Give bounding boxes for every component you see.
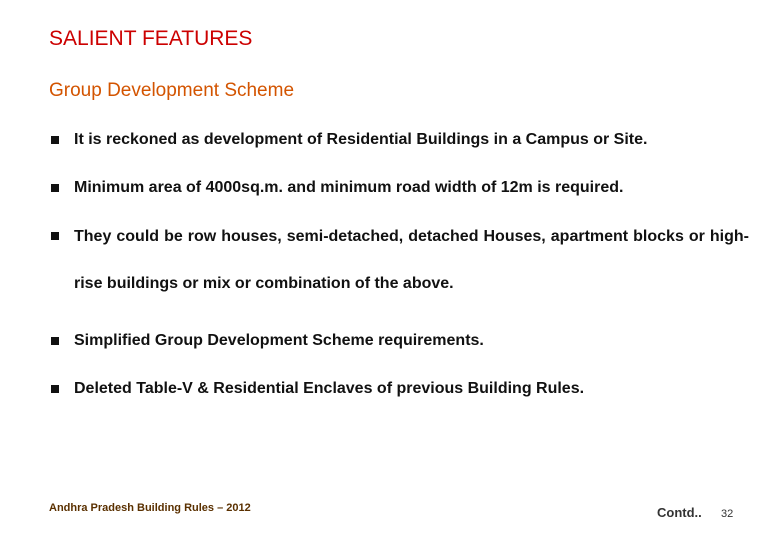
bullet-item <box>49 126 749 154</box>
slide-title: SALIENT FEATURES <box>49 27 253 50</box>
bullet-text: Simplified Group Development Scheme requirements. <box>74 332 484 349</box>
square-bullet-icon <box>51 337 59 345</box>
bullet-item <box>49 375 749 403</box>
bullet-text: Deleted Table-V & Residential Enclaves of previous Building Rules. <box>74 380 585 397</box>
square-bullet-icon <box>51 136 59 144</box>
bullet-text: Minimum area of 4000sq.m. and minimum road width of 12m is required. <box>74 179 624 196</box>
footer-contd: Contd.. <box>657 505 702 520</box>
bullet-item <box>49 327 749 355</box>
bullet-list <box>49 126 749 403</box>
square-bullet-icon <box>51 385 59 393</box>
bullet-item <box>49 174 749 202</box>
slide-subtitle: Group Development Scheme <box>49 80 295 101</box>
footer-source: Andhra Pradesh Building Rules – 2012 <box>49 502 251 514</box>
page-number: 32 <box>721 508 734 520</box>
bullet-text: They could be row houses, semi-detached, detached Houses, apartment blocks or high-rise buildings or mix or combination of the above. <box>74 228 749 292</box>
bullet-item <box>49 222 749 307</box>
square-bullet-icon <box>51 184 59 192</box>
bullet-text: It is reckoned as development of Residential Buildings in a Campus or Site. <box>74 131 648 148</box>
square-bullet-icon <box>51 232 59 240</box>
